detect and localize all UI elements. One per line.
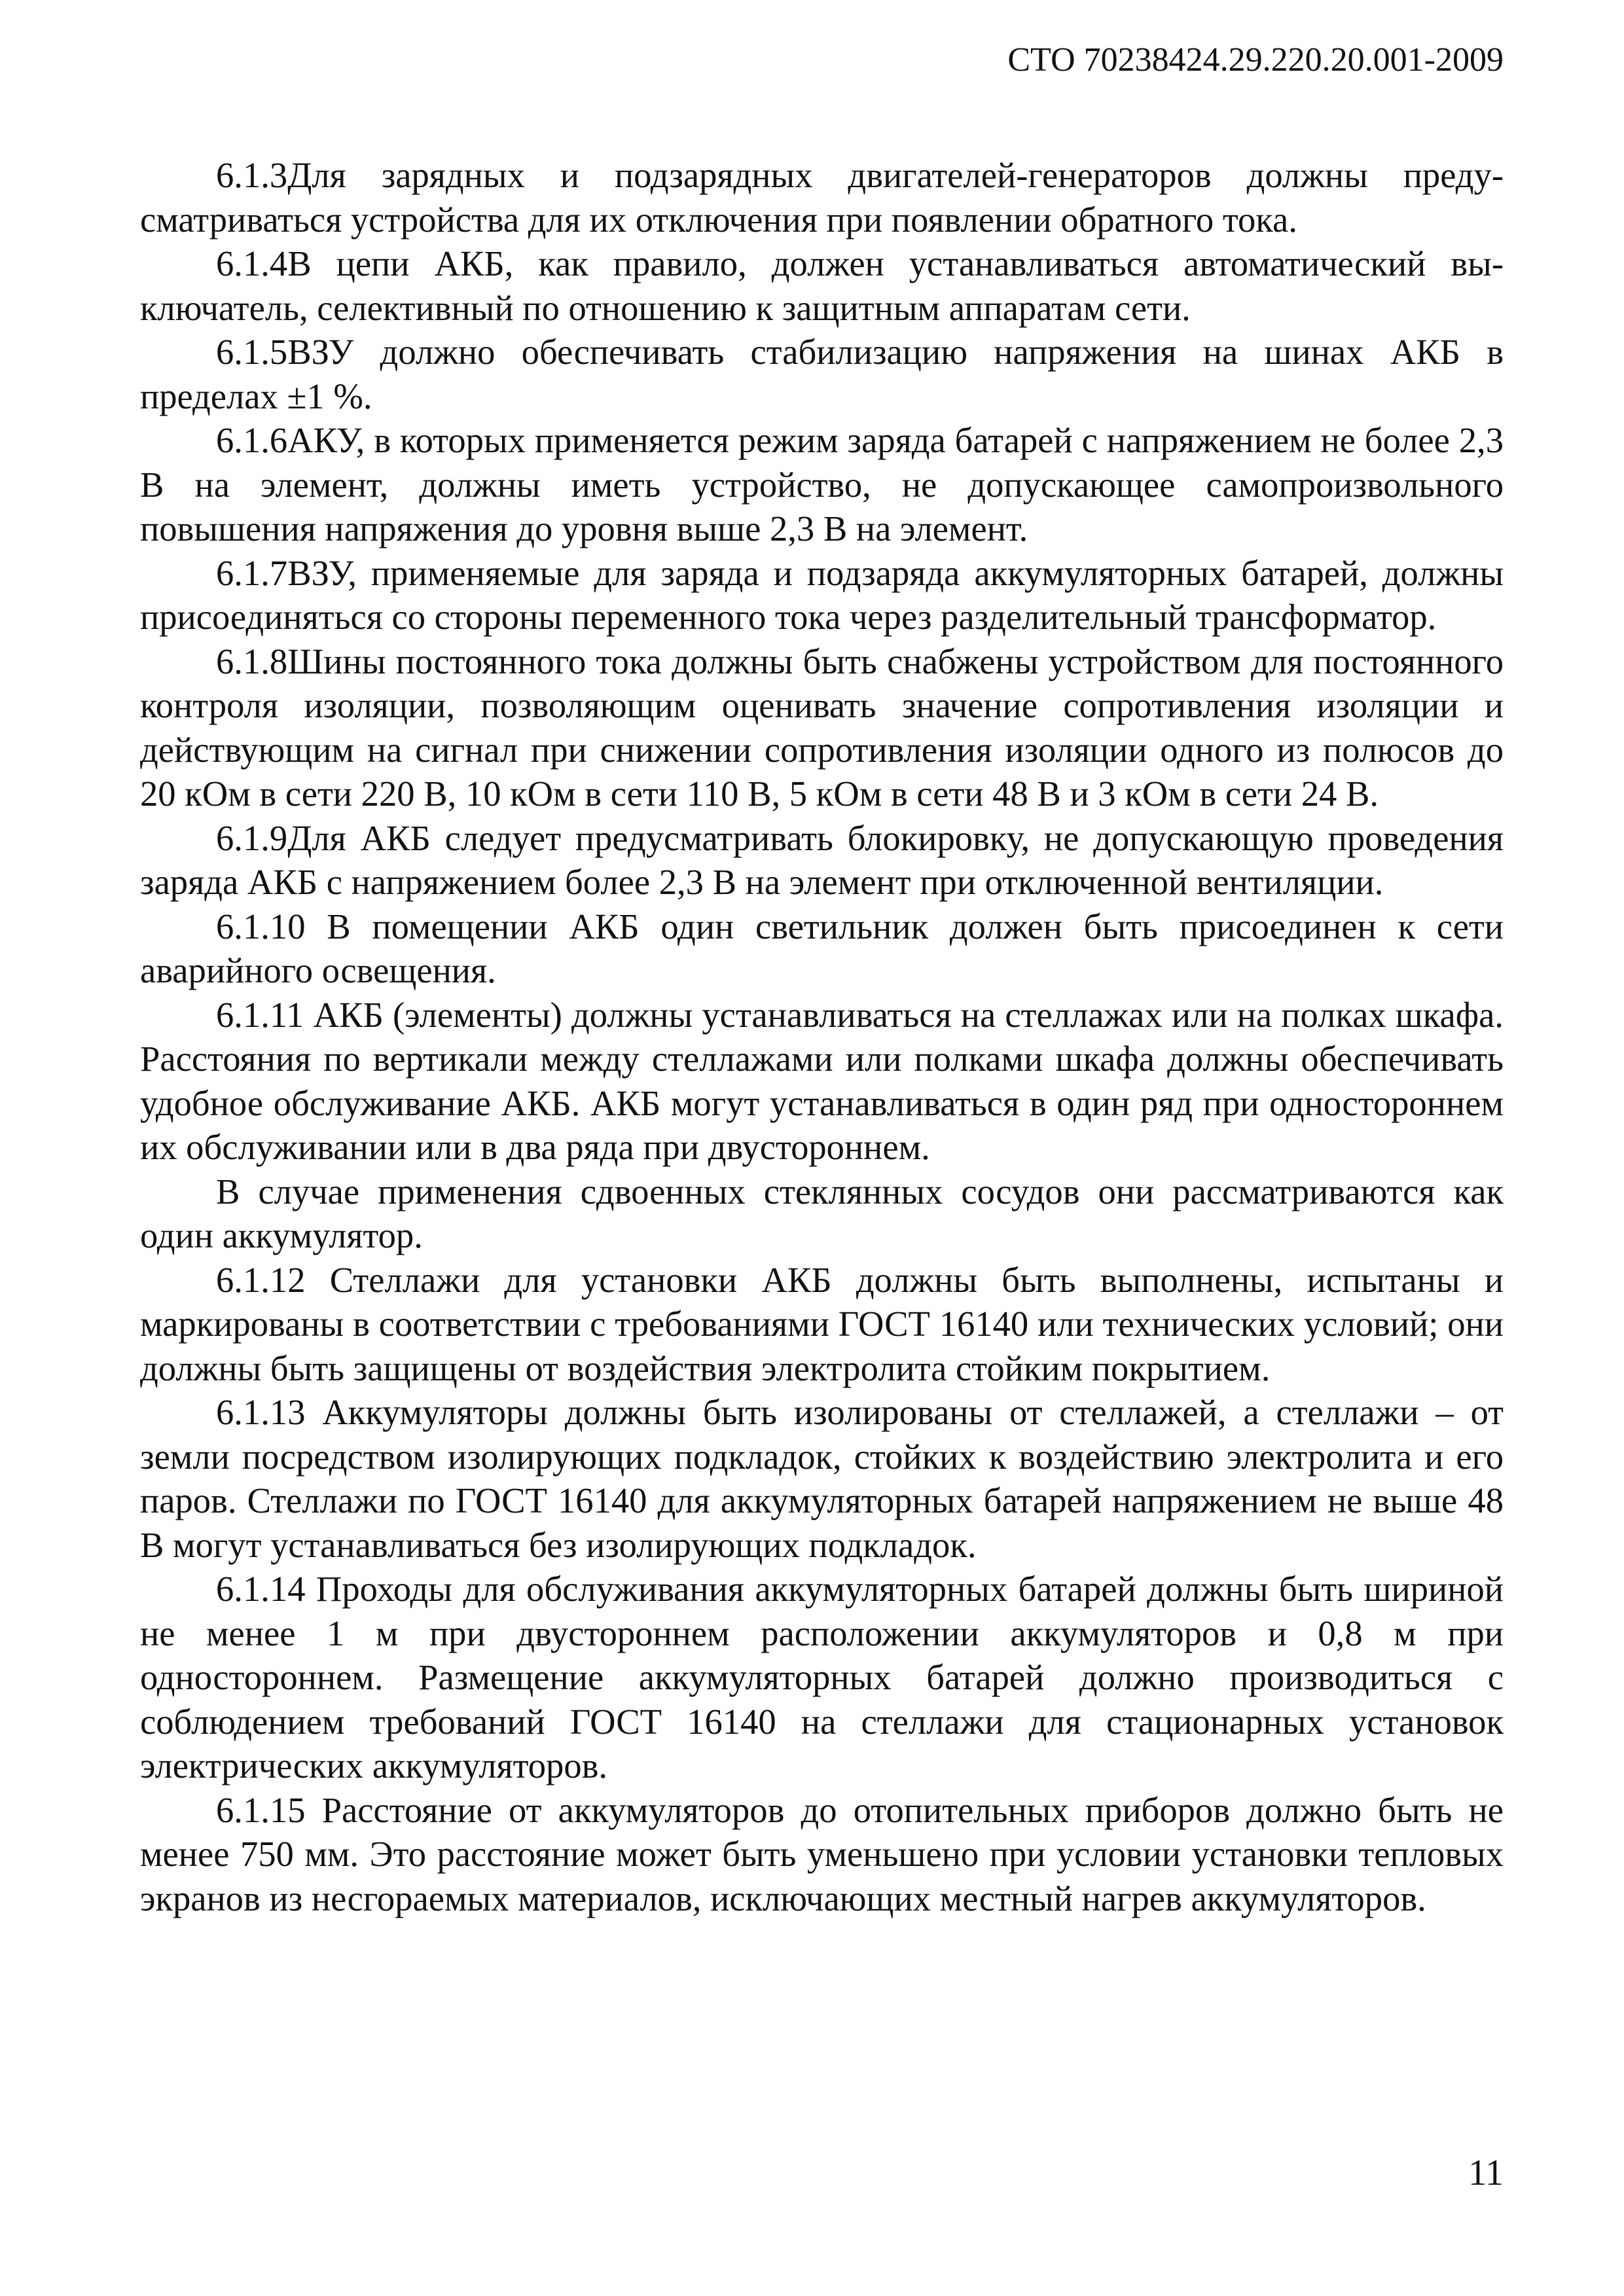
page-number: 11 <box>1468 2153 1504 2193</box>
paragraph-6-1-3: 6.1.3Для зарядных и подзарядных двигателей-генераторов должны предусматриваться устройства для их отключения при появлении обратного тока. <box>140 155 1504 240</box>
paragraph-6-1-11-note: В случае применения сдвоенных стеклянных сосудов они рассматриваются как один аккумулятор. <box>140 1171 1504 1255</box>
paragraph-6-1-5: 6.1.5ВЗУ должно обеспечивать стабилизацию напряжения на шинах АКБ в пределах ±1 %. <box>140 332 1504 416</box>
paragraph-6-1-8: 6.1.8Шины постоянного тока должны быть снабжены устройством для постоянного контроля изоляции, позволяющим оценивать значение сопротивления изоляции и действующим на сигнал при снижении сопротивления изоляции одного из полюсов до 20 кОм в сети 220 В, 10 кОм в сети 110 В, 5 кОм в сети 48 В и 3 кОм в сети 24 В. <box>140 641 1504 814</box>
body-text <box>140 153 1504 1920</box>
paragraph-6-1-10: 6.1.10 В помещении АКБ один светильник должен быть присоединен к сети аварийного освещения. <box>140 906 1504 990</box>
document-code-header: СТО 70238424.29.220.20.001-2009 <box>1007 41 1504 79</box>
paragraph-6-1-4: 6.1.4В цепи АКБ, как правило, должен устанавливаться автоматический выключатель, селективный по отношению к защитным аппаратам сети. <box>140 243 1504 328</box>
paragraph-6-1-14: 6.1.14 Проходы для обслуживания аккумуляторных батарей должны быть шириной не менее 1 м при двустороннем расположении аккумуляторов и 0,8 м при одностороннем. Размещение аккумуляторных батарей должно производиться с соблюдением требований ГОСТ 16140 на стеллажи для стационарных установок электрических аккумуляторов. <box>140 1569 1504 1785</box>
paragraph-6-1-9: 6.1.9Для АКБ следует предусматривать блокировку, не допускающую проведения заряда АКБ с напряжением более 2,3 В на элемент при отключенной вентиляции. <box>140 817 1504 902</box>
paragraph-6-1-11: 6.1.11 АКБ (элементы) должны устанавливаться на стеллажах или на полках шкафа. Расстояния по вертикали между стеллажами или полками шкафа должны обеспечивать удобное обслуживание АКБ. АКБ могут устанавливаться в один ряд при одностороннем их обслуживании или в два ряда при двустороннем. <box>140 994 1504 1167</box>
paragraph-6-1-6: 6.1.6АКУ, в которых применяется режим заряда батарей с напряжением не более 2,3 В на элемент, должны иметь устройство, не допускающее самопроизвольного повышения напряжения до уровня выше 2,3 В на элемент. <box>140 420 1504 548</box>
paragraph-6-1-12: 6.1.12 Стеллажи для установки АКБ должны быть выполнены, испытаны и маркированы в соответствии с требованиями ГОСТ 16140 или технических условий; они должны быть защищены от воздействия электролита стойким покрытием. <box>140 1259 1504 1388</box>
paragraph-6-1-7: 6.1.7ВЗУ, применяемые для заряда и подзаряда аккумуляторных батарей, должны присоединяться со стороны переменного тока через разделительный трансформатор. <box>140 552 1504 637</box>
paragraph-6-1-15: 6.1.15 Расстояние от аккумуляторов до отопительных приборов должно быть не менее 750 мм. Это расстояние может быть уменьшено при условии установки тепловых экранов из несгораемых материалов, исключающих местный нагрев аккумуляторов. <box>140 1789 1504 1918</box>
paragraph-6-1-13: 6.1.13 Аккумуляторы должны быть изолированы от стеллажей, а стеллажи – от земли посредством изолирующих подкладок, стойких к воздействию электролита и его паров. Стеллажи по ГОСТ 16140 для аккумуляторных батарей напряжением не выше 48 В могут устанавливаться без изолирующих подкладок. <box>140 1392 1504 1565</box>
